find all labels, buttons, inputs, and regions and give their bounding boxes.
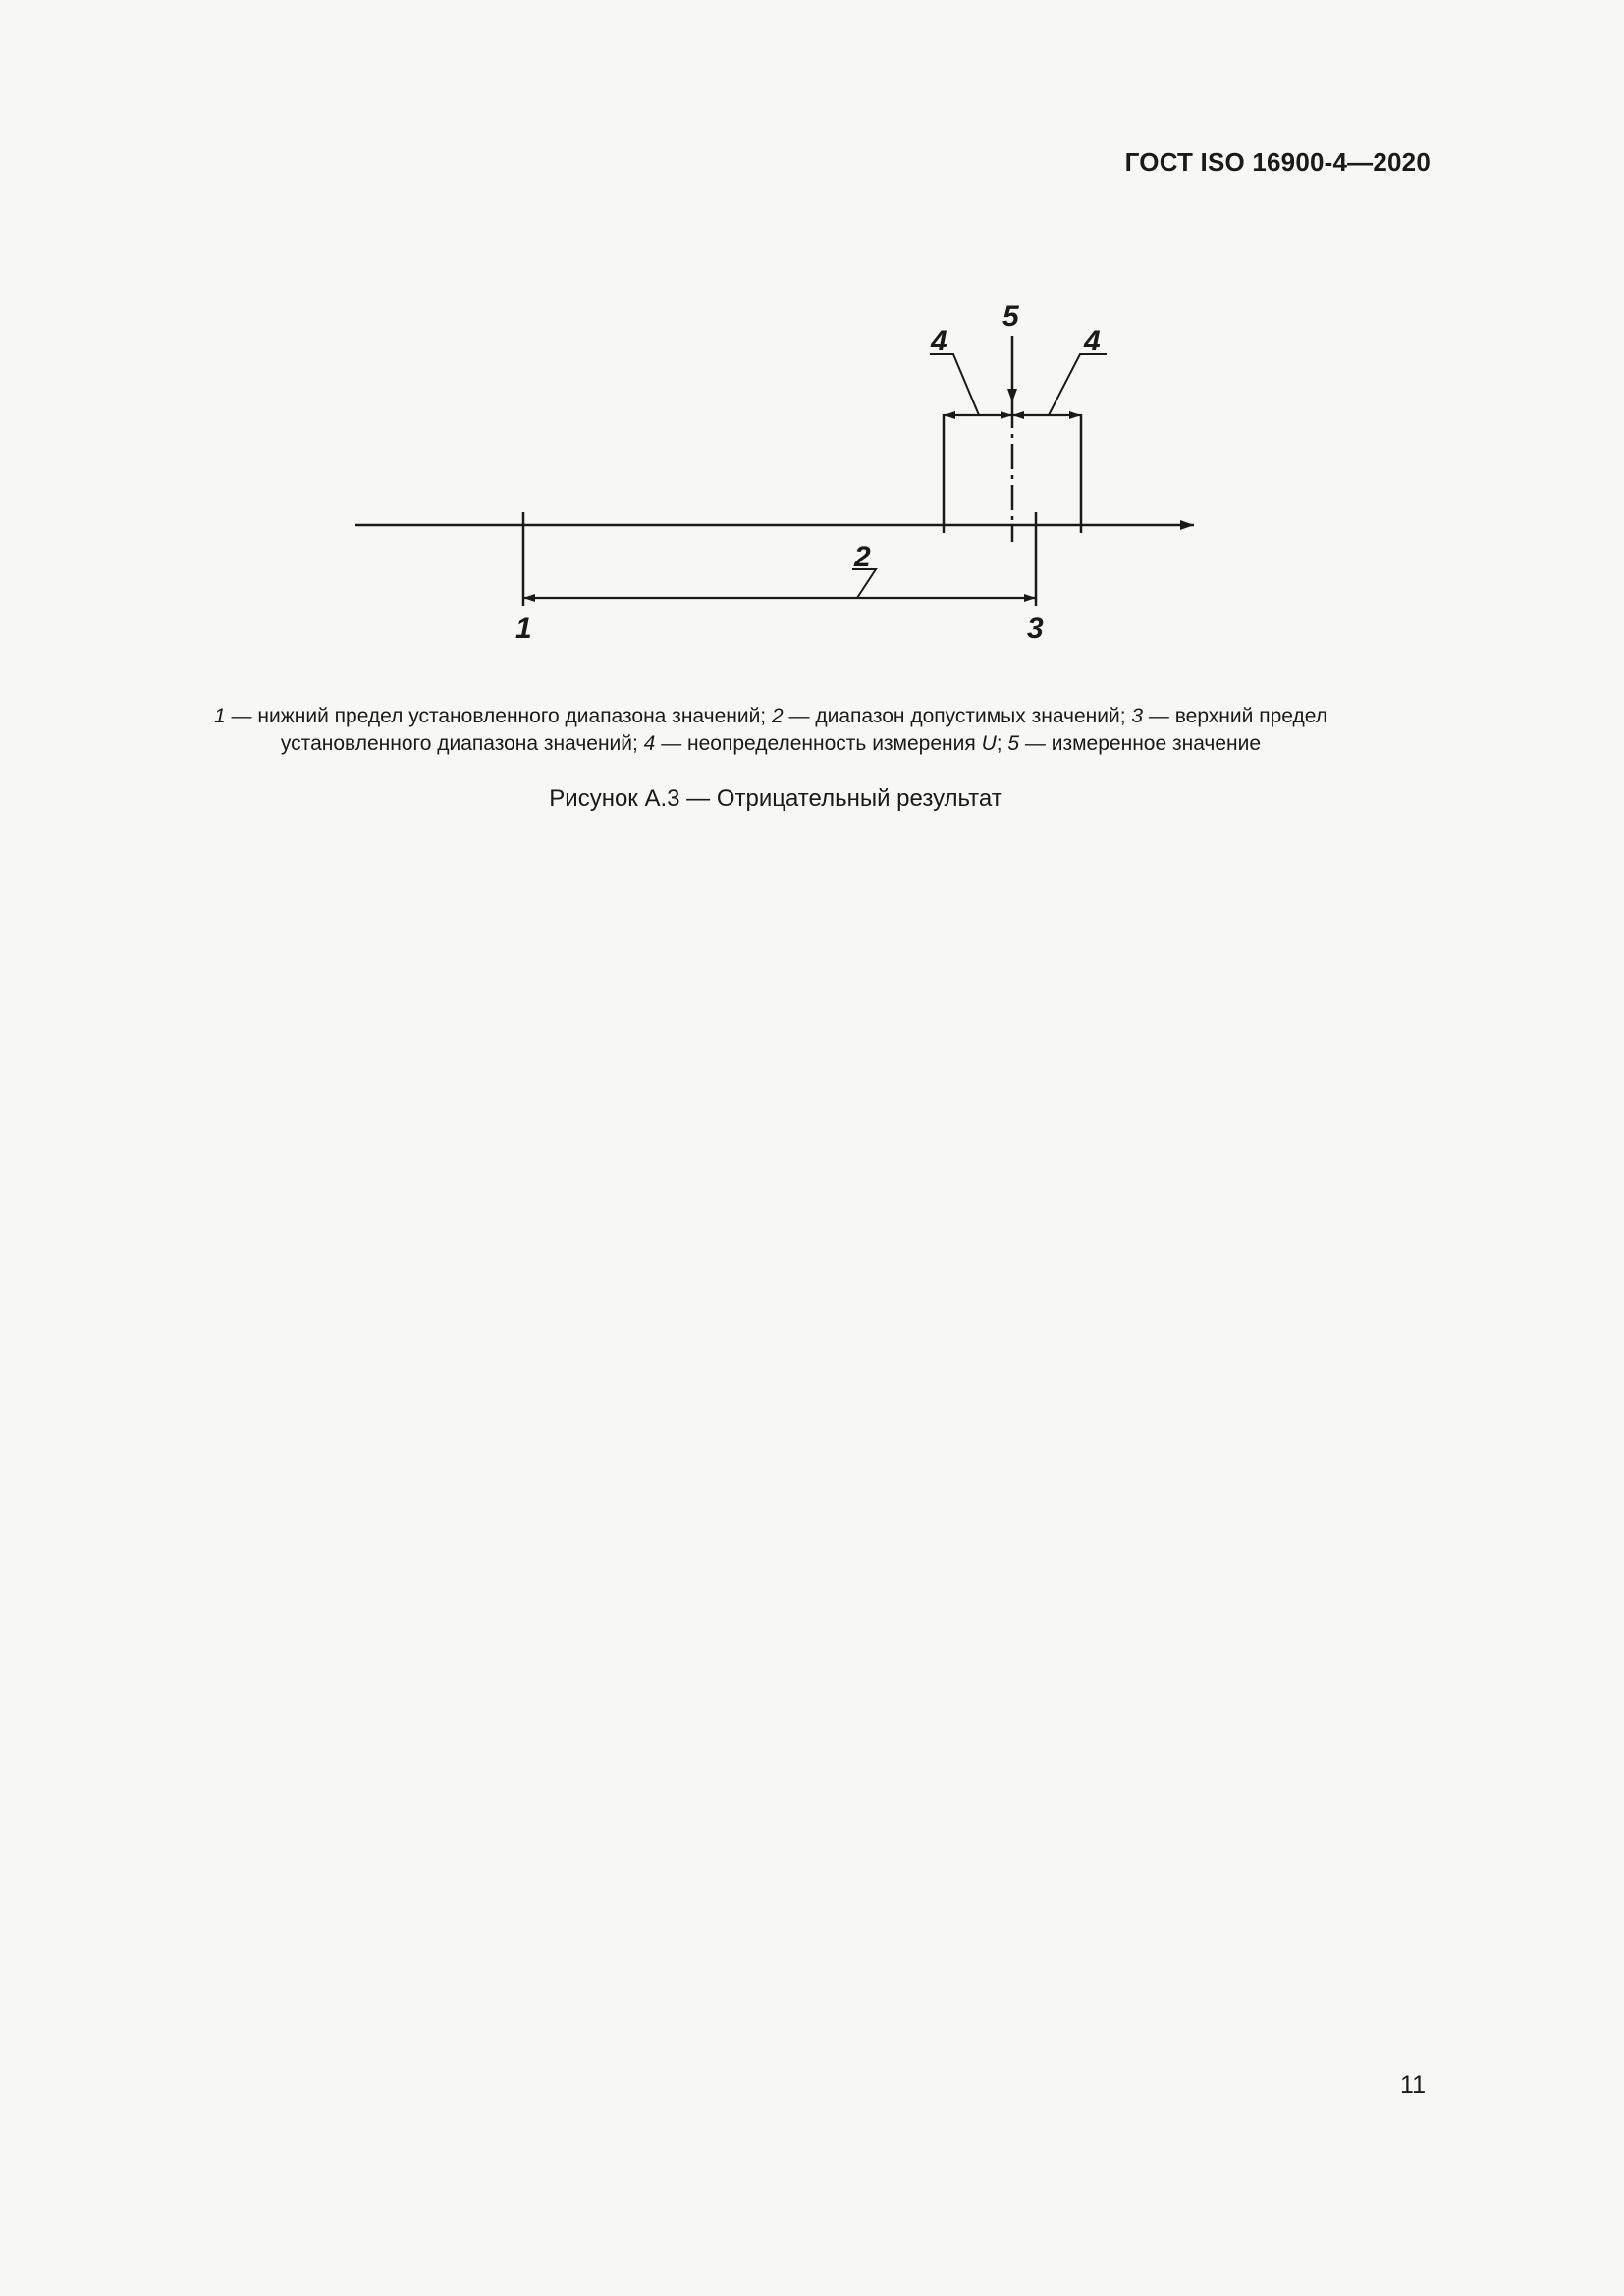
legend-text: — нижний предел установленного диапазона значений; [225,705,772,727]
measurement-diagram [334,285,1218,658]
label-1: 1 [515,613,532,645]
legend-symbol-u: U [981,732,997,755]
standard-header: ГОСТ ISO 16900-4—2020 [1124,147,1431,177]
legend-text: — верхний предел установленного диапазона значений; [280,705,1327,755]
label-3: 3 [1027,613,1044,645]
legend-num: 3 [1131,705,1144,727]
legend-text: — диапазон допустимых значений; [783,705,1132,727]
legend-text: — измеренное значение [1019,732,1262,755]
leader-line-4-left [930,354,979,415]
label-4-right: 4 [1084,325,1101,357]
legend-text: — неопределенность измерения [655,732,982,755]
leader-line-4-right [1049,354,1107,415]
figure-caption: Рисунок А.3 — Отрицательный результат [549,785,1002,812]
legend-num: 2 [771,705,784,727]
legend-text: ; [996,732,1008,755]
label-2: 2 [854,541,871,573]
legend-num: 5 [1007,732,1020,755]
leader-line-2 [852,569,876,598]
legend-num: 1 [214,705,226,727]
label-5: 5 [1002,300,1019,333]
figure-a3-diagram [334,285,1218,658]
page-number: 11 [1400,2071,1426,2099]
label-4-left: 4 [931,325,947,357]
figure-legend [147,703,1394,758]
legend-num: 4 [643,732,656,755]
